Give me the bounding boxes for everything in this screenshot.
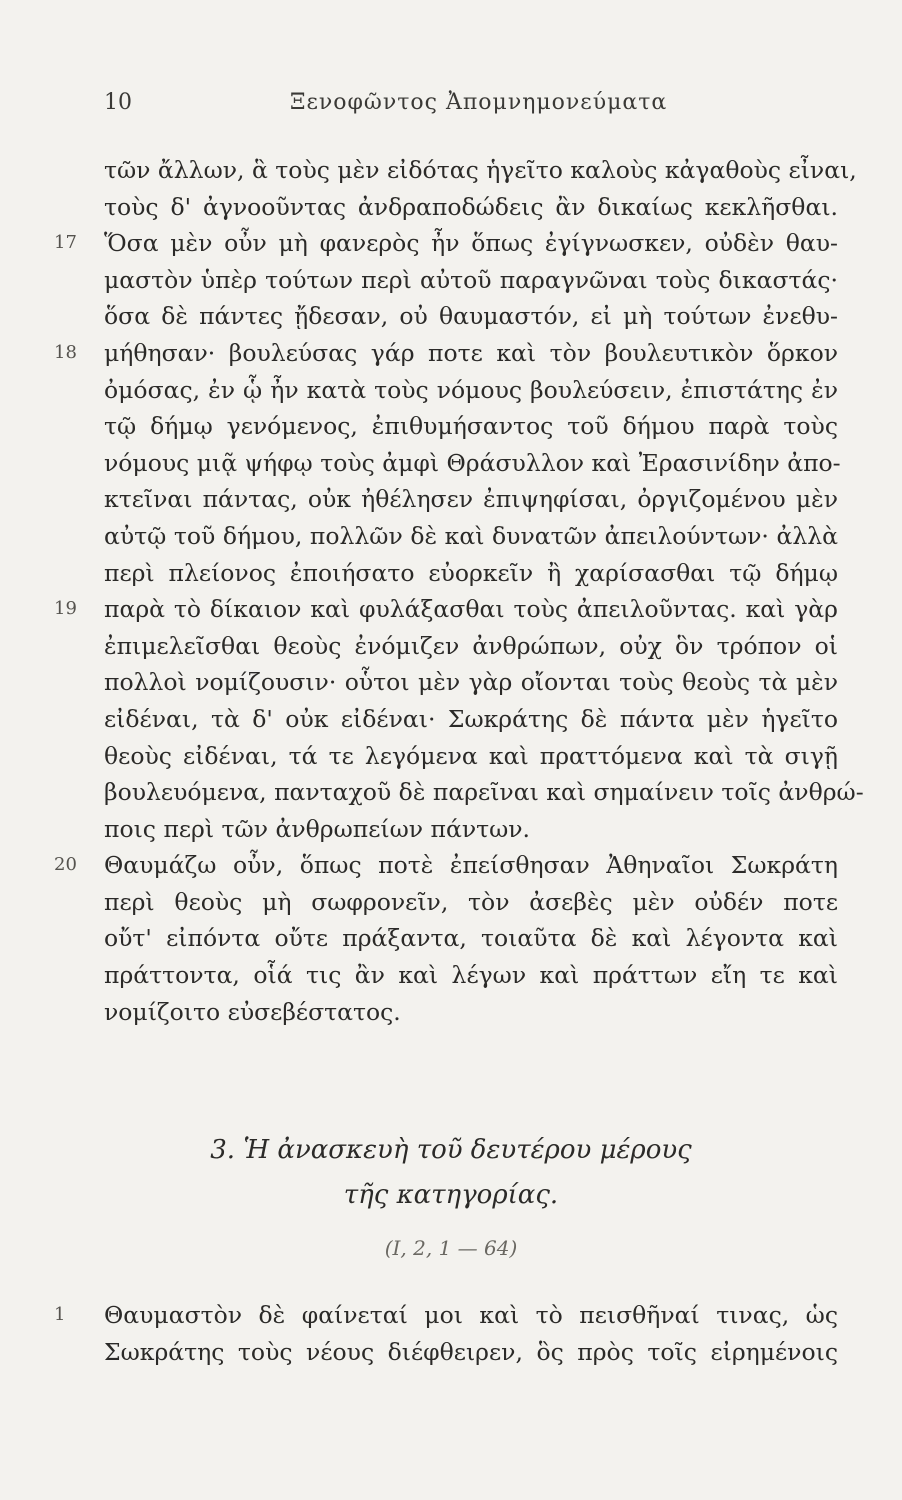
text-line [104,811,838,848]
line-text: αὐτῷ τοῦ δήμου, πολλῶν δὲ καὶ δυνατῶν ἀπειλούντων· ἀλλὰ [104,521,838,550]
line-text: βουλευόμενα, πανταχοῦ δὲ παρεῖναι καὶ σημαίνειν τοῖς ἀνθρώ- [104,778,864,807]
line-text: νομίζοιτο εὐσεβέστατος. [104,997,401,1026]
page-number: 10 [104,90,132,115]
line-text: Σωκράτης τοὺς νέους διέφθειρεν, ὃς πρὸς τοῖς εἰρημένοις [104,1337,838,1366]
line-text: τῶν ἄλλων, ἃ τοὺς μὲν εἰδότας ἡγεῖτο καλοὺς κἀγαθοὺς εἶναι, [104,156,857,184]
line-text: περὶ θεοὺς μὴ σωφρονεῖν, τὸν ἀσεβὲς μὲν οὐδέν ποτε [104,887,838,916]
text-line [104,884,838,921]
text-line [54,335,838,372]
text-line [104,1334,838,1371]
page-header [0,90,902,126]
text-line [54,591,838,628]
text-line [104,664,838,701]
section-heading-line-2: τῆς κατηγορίας. [343,1180,559,1210]
line-text: κτεῖναι πάντας, οὐκ ἠθέλησεν ἐπιψηφίσαι, ὀργιζομένου μὲν [104,485,838,514]
text-line [54,847,838,884]
line-text: Θαυμάζω οὖν, ὅπως ποτὲ ἐπείσθησαν Ἀθηναῖοι Σωκράτη [104,851,838,880]
text-line [104,957,838,994]
section-number: 19 [54,598,77,620]
line-text: πολλοὶ νομίζουσιν· οὗτοι μὲν γὰρ οἴονται τοὺς θεοὺς τὰ μὲν [104,668,838,697]
text-line [104,152,857,189]
text-line [54,225,838,262]
line-text: Θαυμαστὸν δὲ φαίνεταί μοι καὶ τὸ πεισθῆναί τινας, ὡς [104,1301,838,1329]
text-body [54,152,864,1030]
line-text: μήθησαν· βουλεύσας γάρ ποτε καὶ τὸν βουλευτικὸν ὅρκον [104,338,838,367]
text-line [54,1297,838,1334]
text-line [104,920,838,957]
section-number: 18 [54,341,77,363]
section-heading-line-1: 3. Ἡ ἀνασκευὴ τοῦ δευτέρου μέρους [210,1135,692,1165]
line-text: μαστὸν ὑπὲρ τούτων περὶ αὐτοῦ παραγνῶναι τοὺς δικαστάς· [104,265,838,294]
text-line [104,738,838,775]
section-number: 1 [54,1304,66,1325]
line-text: Ὅσα μὲν οὖν μὴ φανερὸς ἦν ὅπως ἐγίγνωσκεν, οὐδὲν θαυ- [104,229,838,258]
line-text: ποις περὶ τῶν ἀνθρωπείων πάντων. [104,814,531,843]
text-line [104,555,838,592]
text-line [104,408,838,445]
line-text: νόμους μιᾷ ψήφῳ τοὺς ἀμφὶ Θράσυλλον καὶ Ἐρασινίδην ἀπο- [104,448,841,477]
line-text: περὶ πλείονος ἐποιήσατο εὐορκεῖν ἢ χαρίσασθαι τῷ δήμῳ [104,558,838,587]
text-line [104,445,841,482]
text-line [104,774,864,811]
line-text: ἐπιμελεῖσθαι θεοὺς ἐνόμιζεν ἀνθρώπων, οὐχ ὃν τρόπον οἱ [104,631,838,660]
text-line [104,701,838,738]
text-line [104,189,838,226]
line-text: πράττοντα, οἷά τις ἂν καὶ λέγων καὶ πράττων εἴη τε καὶ [104,961,838,990]
line-text: ὀμόσας, ἐν ᾧ ἦν κατὰ τοὺς νόμους βουλεύσειν, ἐπιστάτης ἐν [104,375,838,404]
section-reference: (I, 2, 1 — 64) [384,1236,518,1260]
text-line [104,994,838,1031]
text-body-continued [54,1297,838,1370]
text-line [104,481,838,518]
section-number: 20 [54,854,77,876]
running-title: Ξενοφῶντος Ἀπομνημονεύματα [290,90,668,115]
text-line [104,372,838,409]
line-text: ὅσα δὲ πάντες ᾔδεσαν, οὐ θαυμαστόν, εἰ μὴ τούτων ἐνεθυ- [104,302,838,331]
line-text: παρὰ τὸ δίκαιον καὶ φυλάξασθαι τοὺς ἀπειλοῦντας. καὶ γὰρ [104,595,838,624]
line-text: οὔτ' εἰπόντα οὔτε πράξαντα, τοιαῦτα δὲ καὶ λέγοντα καὶ [104,924,838,953]
text-line [104,298,838,335]
text-line [104,262,838,299]
line-text: τῷ δήμῳ γενόμενος, ἐπιθυμήσαντος τοῦ δήμου παρὰ τοὺς [104,412,838,441]
line-text: θεοὺς εἰδέναι, τά τε λεγόμενα καὶ πραττόμενα καὶ τὰ σιγῇ [104,741,838,770]
text-line [104,518,838,555]
line-text: τοὺς δ' ἀγνοοῦντας ἀνδραποδώδεις ἂν δικαίως κεκλῆσθαι. [104,192,838,221]
section-number: 17 [54,232,77,254]
text-line [104,628,838,665]
line-text: εἰδέναι, τὰ δ' οὐκ εἰδέναι· Σωκράτης δὲ πάντα μὲν ἡγεῖτο [104,704,838,733]
